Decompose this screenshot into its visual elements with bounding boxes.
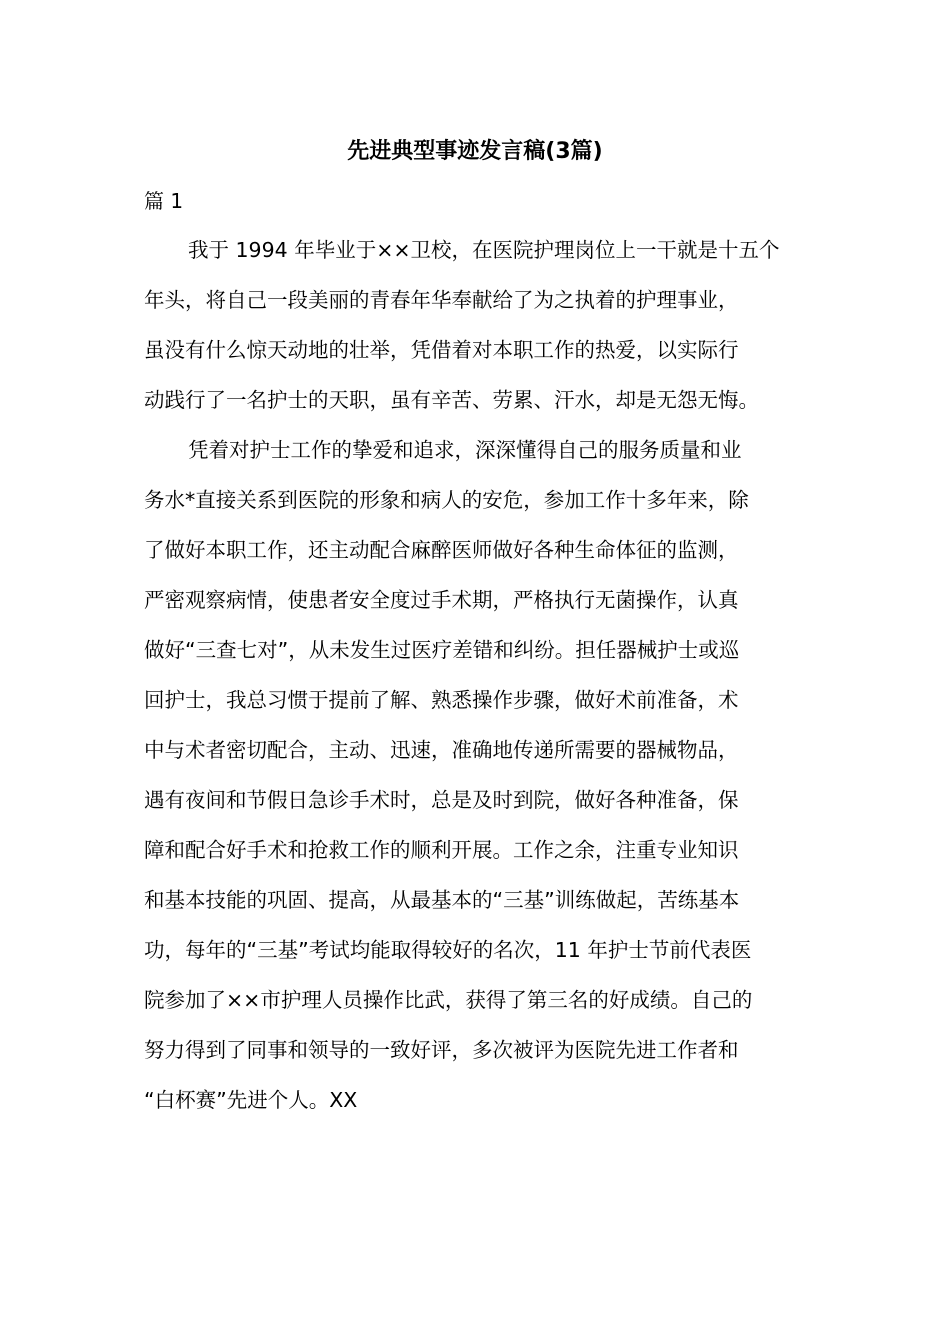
paragraph-line: 遇有夜间和节假日急诊手术时，总是及时到院，做好各种准备，保 [144,788,739,812]
paragraph-line: 做好“三查七对”，从未发生过医疗差错和纠纷。担任器械护士或巡 [144,638,740,662]
paragraph-line: 中与术者密切配合，主动、迅速，准确地传递所需要的器械物品， [144,738,739,762]
paragraph-line: 和基本技能的巩固、提高，从最基本的“三基”训练做起，苦练基本 [144,888,740,912]
paragraph-line: 障和配合好手术和抢救工作的顺利开展。工作之余，注重专业知识 [144,838,739,862]
paragraph-line: 回护士，我总习惯于提前了解、熟悉操作步骤，做好术前准备，术 [144,688,739,712]
paragraph-line: 动践行了一名护士的天职，虽有辛苦、劳累、汗水，却是无怨无悔。 [144,388,759,412]
paragraph-line: 我于 1994 年毕业于××卫校，在医院护理岗位上一干就是十五个 [188,238,780,262]
paragraph-line: 凭着对护士工作的挚爱和追求，深深懂得自己的服务质量和业 [188,438,742,462]
paragraph-1 [144,225,808,425]
paragraph-line: 了做好本职工作，还主动配合麻醉医师做好各种生命体征的监测， [144,538,739,562]
paragraph-2 [144,425,808,1125]
paragraph-line: 功，每年的“三基”考试均能取得较好的名次，11 年护士节前代表医 [144,938,752,962]
paragraph-line: 院参加了××市护理人员操作比武，获得了第三名的好成绩。自己的 [144,988,753,1012]
section-label: 篇 1 [144,189,184,213]
paragraph-line: “白杯赛”先进个人。XX [144,1088,358,1112]
paragraph-line: 务水*直接关系到医院的形象和病人的安危，参加工作十多年来，除 [144,488,749,512]
paragraph-line: 严密观察病情，使患者安全度过手术期，严格执行无菌操作，认真 [144,588,739,612]
document-title: 先进典型事迹发言稿(3篇) [347,139,603,164]
paragraph-line: 努力得到了同事和领导的一致好评，多次被评为医院先进工作者和 [144,1038,739,1062]
paragraph-line: 年头，将自己一段美丽的青春年华奉献给了为之执着的护理事业， [144,288,739,312]
paragraph-line: 虽没有什么惊天动地的壮举，凭借着对本职工作的热爱，以实际行 [144,338,739,362]
